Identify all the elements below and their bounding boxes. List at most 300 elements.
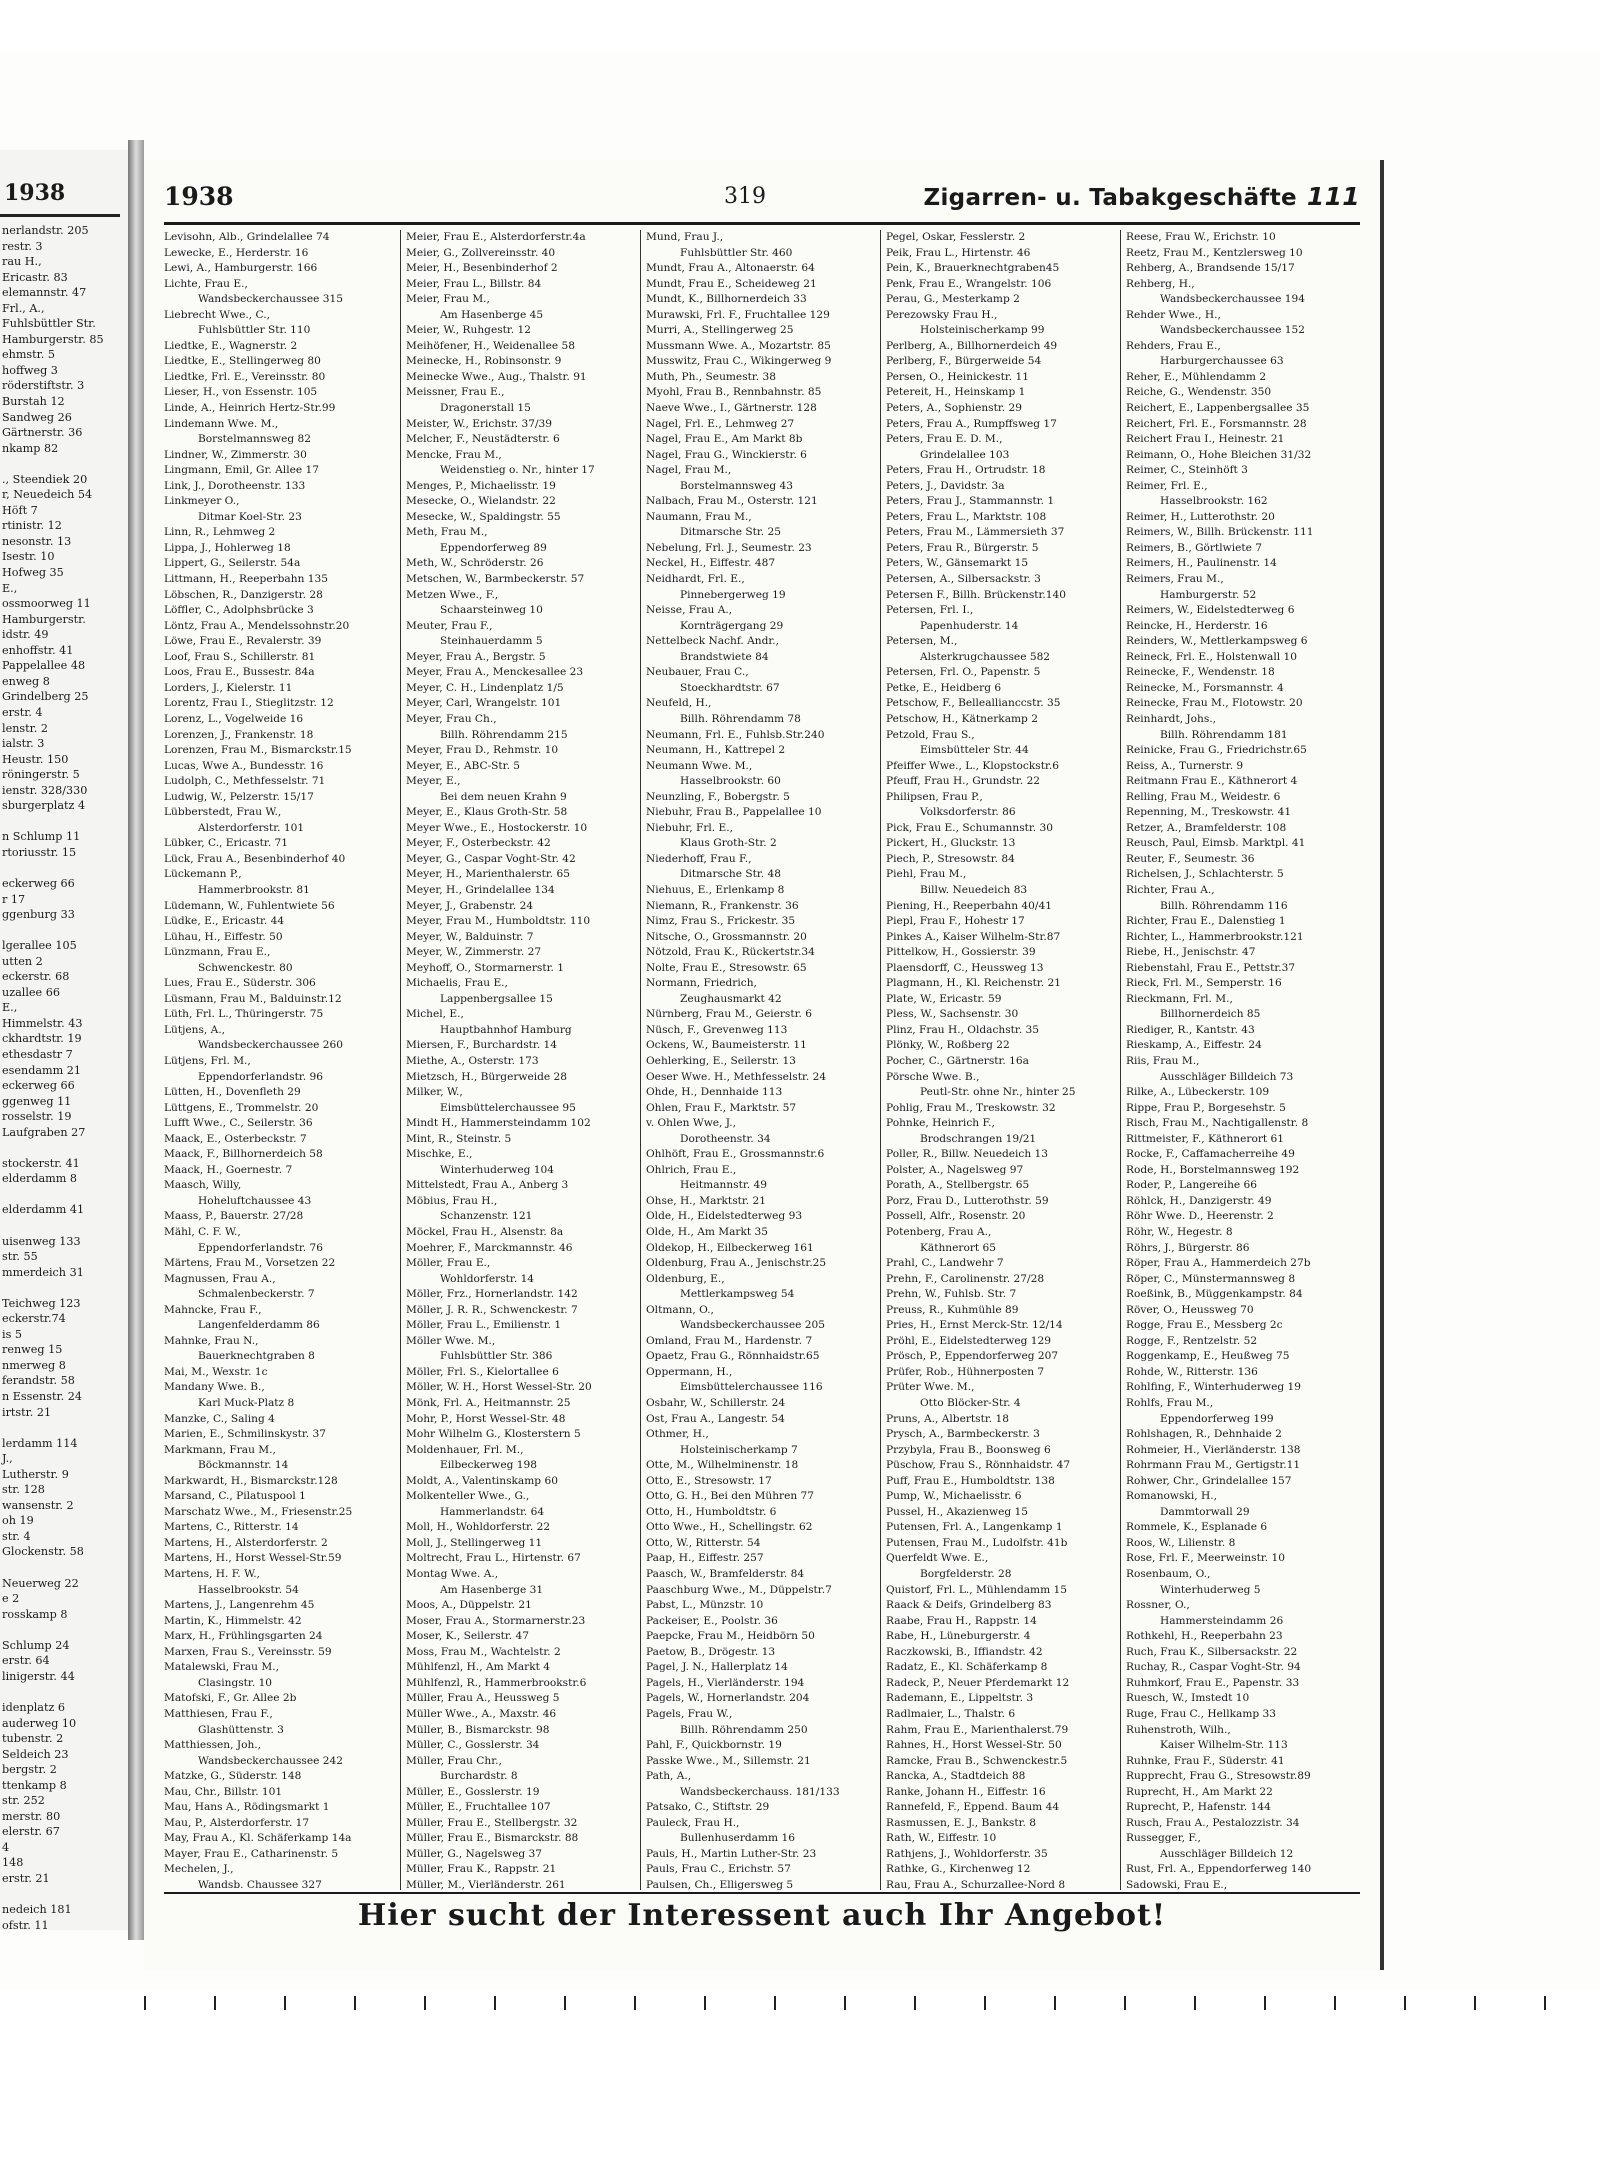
directory-entry: Püschow, Frau S., Rönnhaidstr. 47 <box>886 1459 1071 1472</box>
directory-entry: Rose, Frl. F., Meerweinstr. 10 <box>1126 1552 1285 1565</box>
adjacent-text-fragment <box>0 1887 128 1903</box>
directory-entry: Meyer, J., Grabenstr. 24 <box>406 899 534 912</box>
directory-entry: Müller, B., Bismarckstr. 98 <box>406 1723 550 1736</box>
directory-entry: Penk, Frau E., Wrangelstr. 106 <box>886 277 1052 290</box>
directory-entry: Martens, H. F. W., <box>164 1568 260 1581</box>
directory-entry: Muth, Ph., Seumestr. 38 <box>646 370 777 383</box>
directory-entry: Lühau, H., Eiffestr. 50 <box>164 930 283 943</box>
directory-entry: Mechelen, J., <box>164 1863 234 1876</box>
adjacent-text-fragment: Burstah 12 <box>2 395 65 409</box>
column-divider <box>640 230 641 1890</box>
directory-entry: Meyer, Frau Ch., <box>406 712 497 725</box>
directory-entry: Müller, C., Gosslerstr. 34 <box>406 1739 540 1752</box>
directory-entry-continuation: Weidenstieg o. Nr., hinter 17 <box>440 464 595 477</box>
directory-entry: Mundt, Frau A., Altonaerstr. 64 <box>646 262 815 275</box>
directory-entry: Matalewski, Frau M., <box>164 1661 279 1674</box>
directory-entry-continuation: Mettlerkampsweg 54 <box>680 1288 795 1301</box>
directory-entry: Ohlhöft, Frau E., Grossmannstr.6 <box>646 1148 825 1161</box>
directory-entry: Prehn, W., Fuhlsb. Str. 7 <box>886 1288 1017 1301</box>
directory-entry: Ruhnke, Frau F., Süderstr. 41 <box>1126 1754 1285 1767</box>
directory-column-2 <box>406 230 636 1890</box>
directory-entry: Plaensdorff, C., Heussweg 13 <box>886 961 1044 974</box>
directory-entry: Oldenburg, Frau A., Jenischstr.25 <box>646 1257 827 1270</box>
directory-entry-continuation: Hauptbahnhof Hamburg <box>440 1023 572 1036</box>
directory-entry: Petersen, Frl. I., <box>886 604 974 617</box>
directory-entry: Rehberg, A., Brandsende 15/17 <box>1126 262 1295 275</box>
directory-entry: Lünzmann, Frau E., <box>164 946 271 959</box>
directory-entry: Pittelkow, H., Gossierstr. 39 <box>886 946 1036 959</box>
adjacent-text-fragment: str. 55 <box>2 1250 38 1264</box>
adjacent-text-fragment: ienstr. 328/330 <box>2 783 88 797</box>
directory-entry: Martens, H., Alsterdorferstr. 2 <box>164 1536 328 1549</box>
directory-entry: Rau, Frau A., Schurzallee-Nord 8 <box>886 1878 1066 1890</box>
directory-entry: Petersen, A., Silbersackstr. 3 <box>886 573 1041 586</box>
directory-entry: Linn, R., Lehmweg 2 <box>164 526 276 539</box>
directory-entry: Reher, E., Mühlendamm 2 <box>1126 370 1267 383</box>
directory-entry: Müller, Frau E., Bismarckstr. 88 <box>406 1832 579 1845</box>
directory-entry: Ruhmkorf, Frau E., Papenstr. 33 <box>1126 1676 1300 1689</box>
directory-entry: Molkenteller Wwe., G., <box>406 1490 530 1503</box>
directory-entry: Meyer, C. H., Lindenplatz 1/5 <box>406 681 564 694</box>
directory-entry: Nürnberg, Frau M., Geierstr. 6 <box>646 1008 813 1021</box>
adjacent-text-fragment: Fuhlsbüttler Str. <box>2 317 96 331</box>
directory-entry: Reese, Frau W., Erichstr. 10 <box>1126 231 1276 243</box>
directory-entry: Ludolph, C., Methfesselstr. 71 <box>164 775 326 788</box>
directory-entry: Ranke, Johann H., Eiffestr. 16 <box>886 1785 1046 1798</box>
directory-entry: Meyhoff, O., Stormarnerstr. 1 <box>406 961 564 974</box>
directory-entry: Pickert, H., Gluckstr. 13 <box>886 837 1016 850</box>
directory-entry-continuation: Eppendorferlandstr. 96 <box>198 1070 323 1083</box>
footer-rule <box>164 1892 1360 1894</box>
directory-entry: Rohwer, Chr., Grindelallee 157 <box>1126 1474 1292 1487</box>
directory-entry: Müller, Frau A., Heussweg 5 <box>406 1692 560 1705</box>
scan-margin-top <box>0 0 1600 52</box>
directory-entry: Philipsen, Frau P., <box>886 790 983 803</box>
directory-column-1 <box>164 230 394 1890</box>
directory-entry: Moser, K., Seilerstr. 47 <box>406 1630 530 1643</box>
directory-entry-continuation: Clasingstr. 10 <box>198 1676 273 1689</box>
directory-entry: Lewi, A., Hamburgerstr. 166 <box>164 262 318 275</box>
directory-entry-continuation: Eppendorferweg 89 <box>440 541 547 554</box>
directory-entry-continuation: Billhornerdeich 85 <box>1160 1008 1261 1021</box>
adjacent-text-fragment: Ericastr. 83 <box>2 270 68 284</box>
directory-entry: Meyer, H., Marienthalerstr. 65 <box>406 868 570 881</box>
adjacent-text-fragment <box>0 1218 128 1234</box>
directory-entry: Meyer, E., <box>406 775 461 788</box>
directory-entry: Müller, M., Vierländerstr. 261 <box>406 1878 566 1890</box>
directory-entry: Ruprecht, H., Am Markt 22 <box>1126 1785 1273 1798</box>
directory-entry: Risch, Frau M., Nachtigallenstr. 8 <box>1126 1117 1309 1130</box>
directory-entry-continuation: Hammerbrookstr. 81 <box>198 883 310 896</box>
directory-entry: Olde, H., Am Markt 35 <box>646 1226 769 1238</box>
directory-entry: Pohlig, Frau M., Treskowstr. 32 <box>886 1101 1056 1114</box>
header-rule <box>164 222 1360 225</box>
directory-entry: Petke, E., Heidberg 6 <box>886 681 1002 694</box>
directory-entry: Mohr, P., Horst Wessel-Str. 48 <box>406 1412 566 1425</box>
directory-entry: Passke Wwe., M., Sillemstr. 21 <box>646 1754 811 1767</box>
adjacent-text-fragment: ehmstr. 5 <box>2 348 56 362</box>
directory-entry: Ludwig, W., Pelzerstr. 15/17 <box>164 790 314 803</box>
directory-entry: Rupprecht, Frau G., Stresowstr.89 <box>1126 1770 1311 1783</box>
directory-entry: Rode, H., Borstelmannsweg 192 <box>1126 1163 1300 1176</box>
directory-entry: Müller, E., Fruchtallee 107 <box>406 1801 551 1814</box>
adjacent-text-fragment <box>0 923 128 939</box>
directory-entry: Peters, Frau A., Rumpffsweg 17 <box>886 417 1057 430</box>
directory-entry-continuation: Wohldorferstr. 14 <box>440 1272 535 1285</box>
adjacent-text-fragment: nesonstr. 13 <box>2 534 72 548</box>
directory-entry: Ruhenstroth, Wilh., <box>1126 1723 1231 1736</box>
directory-entry-continuation: Am Hasenberge 31 <box>440 1583 544 1596</box>
directory-entry-continuation: Eilbeckerweg 198 <box>440 1459 537 1472</box>
directory-entry: Peters, A., Sophienstr. 29 <box>886 402 1022 415</box>
directory-entry: Riis, Frau M., <box>1126 1054 1200 1067</box>
directory-entry: Rittmeister, F., Käthnerort 61 <box>1126 1132 1284 1145</box>
directory-entry-continuation: Fuhlsbüttler Str. 386 <box>440 1350 553 1363</box>
header-page-number: 319 <box>724 184 766 209</box>
directory-entry: Oppermann, H., <box>646 1365 733 1378</box>
directory-entry: Roggenkamp, E., Heußweg 75 <box>1126 1350 1290 1363</box>
directory-entry-continuation: Hasselbrookstr. 60 <box>680 775 781 788</box>
directory-entry: Pocher, C., Gärtnerstr. 16a <box>886 1054 1029 1067</box>
directory-entry: Prahl, C., Landwehr 7 <box>886 1257 1004 1270</box>
adjacent-text-fragment: J., <box>2 1452 13 1466</box>
directory-entry-continuation: Lappenbergsallee 15 <box>440 992 553 1005</box>
directory-entry: Rasmussen, E. J., Bankstr. 8 <box>886 1816 1036 1829</box>
adjacent-text-fragment: hoffweg 3 <box>2 363 58 377</box>
directory-entry: Reichert, Frl. E., Forsmannstr. 28 <box>1126 417 1307 430</box>
directory-entry: Meier, G., Zollvereinsstr. 40 <box>406 246 556 259</box>
directory-entry: Lorenzen, Frau M., Bismarckstr.15 <box>164 744 352 757</box>
directory-entry: Meinecke, H., Robinsonstr. 9 <box>406 355 562 368</box>
directory-entry: Reimers, H., Paulinenstr. 14 <box>1126 557 1277 570</box>
directory-entry: v. Ohlen Wwe, J., <box>646 1117 736 1130</box>
directory-entry: Moltrecht, Frau L., Hirtenstr. 67 <box>406 1552 581 1565</box>
directory-entry: Möckel, Frau H., Alsenstr. 8a <box>406 1226 564 1238</box>
adjacent-text-fragment: bergstr. 2 <box>2 1763 57 1777</box>
directory-entry: Perlberg, F., Bürgerweide 54 <box>886 355 1042 368</box>
adjacent-page-text <box>0 223 128 1930</box>
directory-entry: Nettelbeck Nachf. Andr., <box>646 635 779 648</box>
directory-entry: Peters, Frau M., Lämmersieth 37 <box>886 526 1065 539</box>
directory-entry: Lütjens, Frl. M., <box>164 1054 251 1067</box>
directory-entry: Lüsmann, Frau M., Balduinstr.12 <box>164 992 342 1005</box>
directory-entry: Lorenz, L., Vogelweide 16 <box>164 712 304 725</box>
directory-entry: Reimers, W., Billh. Brückenstr. 111 <box>1126 526 1314 539</box>
directory-entry-continuation: Dammtorwall 29 <box>1160 1505 1250 1518</box>
directory-entry: Reinecke, M., Forsmannstr. 4 <box>1126 681 1284 694</box>
book-gutter <box>128 140 144 1940</box>
directory-entry: Peters, W., Gänsemarkt 15 <box>886 557 1029 570</box>
directory-entry: Mahnke, Frau N., <box>164 1334 259 1347</box>
directory-entry: Meyer, W., Balduinstr. 7 <box>406 930 534 943</box>
directory-entry: Neckel, H., Eiffestr. 487 <box>646 557 776 570</box>
directory-entry-continuation: Wandsb. Chaussee 327 <box>198 1878 322 1890</box>
adjacent-text-fragment: Hamburgerstr. <box>2 612 86 626</box>
adjacent-text-fragment: Isestr. 10 <box>2 550 55 564</box>
adjacent-text-fragment: lenstr. 2 <box>2 721 48 735</box>
directory-entry-continuation: Brodschrangen 19/21 <box>920 1132 1037 1145</box>
directory-entry: Nalbach, Frau M., Osterstr. 121 <box>646 495 818 508</box>
adjacent-text-fragment: Himmelstr. 43 <box>2 1016 83 1030</box>
adjacent-text-fragment: lerdamm 114 <box>2 1436 78 1450</box>
directory-entry: Mayer, Frau E., Catharinenstr. 5 <box>164 1847 339 1860</box>
adjacent-text-fragment: Frl., A., <box>2 301 45 315</box>
adjacent-text-fragment: ttenkamp 8 <box>2 1778 67 1792</box>
adjacent-text-fragment: Schlump 24 <box>2 1638 70 1652</box>
directory-entry: Ockens, W., Baumeisterstr. 11 <box>646 1039 807 1052</box>
directory-entry: Radatz, E., Kl. Schäferkamp 8 <box>886 1661 1048 1674</box>
directory-entry: Michel, E., <box>406 1008 464 1021</box>
directory-entry: Reiche, G., Wendenstr. 350 <box>1126 386 1272 399</box>
directory-entry: Rogge, F., Rentzelstr. 52 <box>1126 1334 1258 1347</box>
directory-entry: Löwe, Frau E., Revalerstr. 39 <box>164 635 322 648</box>
directory-entry: Röhr, W., Hegestr. 8 <box>1126 1226 1233 1238</box>
directory-entry: Moser, Frau A., Stormarnerstr.23 <box>406 1614 586 1627</box>
directory-entry: Meth, W., Schröderstr. 26 <box>406 557 544 570</box>
directory-entry: Meinecke Wwe., Aug., Thalstr. 91 <box>406 370 587 383</box>
directory-entry: Piech, P., Stresowstr. 84 <box>886 852 1015 865</box>
directory-entry: Niemann, R., Frankenstr. 36 <box>646 899 799 912</box>
directory-entry: Preuss, R., Kuhmühle 89 <box>886 1303 1019 1316</box>
directory-entry-continuation: Papenhuderstr. 14 <box>920 619 1019 632</box>
directory-entry: Lorentz, Frau I., Stieglitzstr. 12 <box>164 697 334 710</box>
directory-entry: Moll, J., Stellingerweg 11 <box>406 1536 543 1549</box>
directory-entry: Meier, H., Besenbinderhof 2 <box>406 262 558 275</box>
directory-entry-continuation: Hoheluftchaussee 43 <box>198 1194 312 1207</box>
directory-entry-continuation: Schaarsteinweg 10 <box>440 604 543 617</box>
directory-entry-continuation: Käthnerort 65 <box>920 1241 997 1254</box>
adjacent-page-fragment <box>0 150 131 1930</box>
directory-entry-continuation: Billh. Röhrendamm 181 <box>1160 728 1288 741</box>
directory-entry: Ramcke, Frau B., Schwenckestr.5 <box>886 1754 1068 1767</box>
directory-entry: Pegel, Oskar, Fesslerstr. 2 <box>886 231 1026 243</box>
directory-entry-continuation: Hammerlandstr. 64 <box>440 1505 545 1518</box>
directory-entry-continuation: Ditmarsche Str. 48 <box>680 868 782 881</box>
directory-entry: Pohnke, Heinrich F., <box>886 1117 995 1130</box>
directory-entry-continuation: Billh. Röhrendamm 250 <box>680 1723 808 1736</box>
directory-entry: Matofski, F., Gr. Allee 2b <box>164 1692 297 1705</box>
directory-entry: Olde, H., Eidelstedterweg 93 <box>646 1210 803 1223</box>
directory-entry: Meyer, Frau A., Bergstr. 5 <box>406 650 546 663</box>
directory-entry-continuation: Karl Muck-Platz 8 <box>198 1397 295 1410</box>
directory-entry: Perlberg, A., Billhornerdeich 49 <box>886 339 1058 352</box>
directory-entry: Martens, C., Ritterstr. 14 <box>164 1521 299 1534</box>
directory-entry: Richter, Frau E., Dalenstieg 1 <box>1126 915 1286 928</box>
directory-entry: Marxen, Frau S., Vereinsstr. 59 <box>164 1645 332 1658</box>
directory-entry: Nagel, Frl. E., Lehmweg 27 <box>646 417 795 430</box>
directory-entry: Prüter Wwe. M., <box>886 1381 975 1394</box>
adjacent-text-fragment: erstr. 64 <box>2 1654 50 1668</box>
directory-entry: Maass, P., Bauerstr. 27/28 <box>164 1210 304 1223</box>
adjacent-text-fragment: eckerweg 66 <box>2 876 75 890</box>
directory-entry: Martens, H., Horst Wessel-Str.59 <box>164 1552 342 1565</box>
adjacent-text-fragment: E., <box>2 581 18 595</box>
directory-entry: Murri, A., Stellingerweg 25 <box>646 324 794 337</box>
directory-entry-continuation: Klaus Groth-Str. 2 <box>680 837 777 850</box>
adjacent-text-fragment: Lutherstr. 9 <box>2 1467 69 1481</box>
adjacent-text-fragment: e 2 <box>2 1592 20 1606</box>
directory-entry: Martens, J., Langenrehm 45 <box>164 1599 315 1612</box>
directory-entry: Lübker, C., Ericastr. 71 <box>164 837 289 850</box>
directory-entry: Meister, W., Erichstr. 37/39 <box>406 417 553 430</box>
adjacent-text-fragment: r 17 <box>2 892 26 906</box>
directory-entry: Meyer Wwe., E., Hostockerstr. 10 <box>406 821 588 834</box>
adjacent-text-fragment: wansenstr. 2 <box>2 1498 74 1512</box>
directory-entry-continuation: Hasselbrookstr. 162 <box>1160 495 1268 508</box>
directory-entry: Rohlfing, F., Winterhuderweg 19 <box>1126 1381 1302 1394</box>
directory-entry: Otto, H., Humboldtstr. 6 <box>646 1505 777 1518</box>
directory-entry: Rippe, Frau P., Borgesehstr. 5 <box>1126 1101 1286 1114</box>
directory-entry: Pagels, W., Hornerlandstr. 204 <box>646 1692 810 1705</box>
adjacent-text-fragment <box>0 860 128 876</box>
directory-entry: Reimers, B., Görtlwiete 7 <box>1126 541 1262 554</box>
adjacent-text-fragment: restr. 3 <box>2 239 43 253</box>
directory-entry: Linkmeyer O., <box>164 495 240 508</box>
directory-entry: Porz, Frau D., Lutterothstr. 59 <box>886 1194 1049 1207</box>
directory-entry: Montag Wwe. A., <box>406 1568 499 1581</box>
directory-entry: Pries, H., Ernst Merck-Str. 12/14 <box>886 1319 1063 1332</box>
directory-entry: Repenning, M., Treskowstr. 41 <box>1126 806 1292 819</box>
directory-entry: Puff, Frau E., Humboldtstr. 138 <box>886 1474 1055 1487</box>
adjacent-text-fragment: ethesdastr 7 <box>2 1047 73 1061</box>
directory-entry: Mandany Wwe. B., <box>164 1381 265 1394</box>
directory-entry: Othmer, H., <box>646 1428 709 1441</box>
directory-entry: Pabst, L., Münzstr. 10 <box>646 1599 764 1612</box>
directory-entry-continuation: Grindelallee 103 <box>920 448 1010 461</box>
directory-entry: Lorenzen, J., Frankenstr. 18 <box>164 728 314 741</box>
adjacent-text-fragment: utten 2 <box>2 954 43 968</box>
directory-entry: Niebuhr, Frau B., Pappelallee 10 <box>646 806 822 819</box>
directory-entry: Riebe, H., Jenischstr. 47 <box>1126 946 1256 959</box>
directory-entry: Peters, Frau R., Bürgerstr. 5 <box>886 541 1039 554</box>
directory-entry-continuation: Billh. Röhrendamm 215 <box>440 728 568 741</box>
directory-entry: Maack, E., Osterbeckstr. 7 <box>164 1132 307 1145</box>
directory-entry: Paepcke, Frau M., Heidbörn 50 <box>646 1630 815 1643</box>
directory-entry-continuation: Heitmannstr. 49 <box>680 1179 767 1192</box>
directory-entry: Prehn, F., Carolinenstr. 27/28 <box>886 1272 1045 1285</box>
directory-entry: Oldenburg, E., <box>646 1272 725 1285</box>
directory-entry: Patsako, C., Stiftstr. 29 <box>646 1801 770 1814</box>
directory-column-3 <box>646 230 876 1890</box>
directory-entry: Richelsen, J., Schlachterstr. 5 <box>1126 868 1284 881</box>
directory-entry: Matthiesen, Frau F., <box>164 1707 273 1720</box>
adjacent-text-fragment: elerstr. 67 <box>2 1825 60 1839</box>
directory-entry: Prösch, P., Eppendorferweg 207 <box>886 1350 1059 1363</box>
adjacent-text-fragment: renweg 15 <box>2 1343 63 1357</box>
directory-entry: Peters, Frau J., Stammannstr. 1 <box>886 495 1055 508</box>
adjacent-text-fragment: idenplatz 6 <box>2 1700 66 1714</box>
directory-entry-continuation: Bei dem neuen Krahn 9 <box>440 790 567 803</box>
directory-entry: Nagel, Frau M., <box>646 464 732 477</box>
directory-entry: Reineck, Frl. E., Holstenwall 10 <box>1126 650 1297 663</box>
directory-entry: Lorders, J., Kielerstr. 11 <box>164 681 293 694</box>
adjacent-text-fragment: rosselstr. 19 <box>2 1110 72 1124</box>
directory-entry: Metzen Wwe., F., <box>406 588 499 601</box>
directory-entry: Mau, Hans A., Rödingsmarkt 1 <box>164 1801 330 1814</box>
directory-entry: Neufeld, H., <box>646 697 712 710</box>
directory-entry-continuation: Schanzenstr. 121 <box>440 1210 533 1223</box>
directory-entry: Nüsch, F., Grevenweg 113 <box>646 1023 788 1036</box>
directory-entry-continuation: Kaiser Wilhelm-Str. 113 <box>1160 1739 1288 1752</box>
directory-entry: Miethe, A., Osterstr. 173 <box>406 1054 539 1067</box>
column-divider <box>880 230 881 1890</box>
adjacent-text-fragment: Grindelberg 25 <box>2 690 89 704</box>
directory-entry: Raabe, Frau H., Rappstr. 14 <box>886 1614 1037 1627</box>
directory-entry-continuation: Billw. Neuedeich 83 <box>920 883 1028 896</box>
directory-entry: May, Frau A., Kl. Schäferkamp 14a <box>164 1832 352 1845</box>
directory-entry: Rath, W., Eiffestr. 10 <box>886 1832 997 1845</box>
directory-entry: Müller Wwe., A., Maxstr. 46 <box>406 1707 557 1720</box>
directory-entry: Lucas, Wwe A., Bundesstr. 16 <box>164 759 324 772</box>
directory-entry: Oehlerking, E., Seilerstr. 13 <box>646 1054 796 1067</box>
directory-entry: Perau, G., Mesterkamp 2 <box>886 293 1020 306</box>
directory-entry: Meier, Frau L., Billstr. 84 <box>406 277 542 290</box>
directory-entry: Röper, Frau A., Hammerdeich 27b <box>1126 1257 1311 1270</box>
directory-entry: Neubauer, Frau C., <box>646 666 749 679</box>
directory-entry: Rathjens, J., Wohldorferstr. 35 <box>886 1847 1048 1860</box>
adjacent-text-fragment: auderweg 10 <box>2 1716 77 1730</box>
directory-entry-continuation: Böckmannstr. 14 <box>198 1459 289 1472</box>
directory-entry-continuation: Schmalenbeckerstr. 7 <box>198 1288 315 1301</box>
column-divider <box>1120 230 1121 1890</box>
directory-entry: Paap, H., Eiffestr. 257 <box>646 1552 764 1565</box>
directory-entry-continuation: Eimsbüttelerchaussee 95 <box>440 1101 576 1114</box>
directory-entry: Meth, Frau M., <box>406 526 488 539</box>
directory-entry-continuation: Peutl-Str. ohne Nr., hinter 25 <box>920 1086 1076 1099</box>
directory-entry: Lückemann P., <box>164 868 242 881</box>
adjacent-text-fragment: E., <box>2 1001 18 1015</box>
adjacent-text-fragment: Glockenstr. 58 <box>2 1545 84 1559</box>
directory-entry: Poller, R., Billw. Neuedeich 13 <box>886 1148 1049 1161</box>
directory-entry: Prüfer, Rob., Hühnerposten 7 <box>886 1365 1045 1378</box>
directory-entry: Rieckmann, Frl. M., <box>1126 992 1233 1005</box>
directory-entry: Rothkehl, H., Reeperbahn 23 <box>1126 1630 1283 1643</box>
adjacent-text-fragment: ckhardtstr. 19 <box>2 1032 82 1046</box>
directory-entry: Pörsche Wwe. B., <box>886 1070 980 1083</box>
directory-entry-continuation: Am Hasenberge 45 <box>440 308 544 321</box>
directory-column-5 <box>1126 230 1356 1890</box>
directory-entry: Lüdemann, W., Fuhlentwiete 56 <box>164 899 335 912</box>
directory-entry: Myohl, Frau B., Rennbahnstr. 85 <box>646 386 822 399</box>
directory-entry: Querfeldt Wwe. E., <box>886 1552 989 1565</box>
directory-entry: Retzer, A., Bramfelderstr. 108 <box>1126 821 1287 834</box>
adjacent-text-fragment: n Essenstr. 24 <box>2 1390 82 1404</box>
directory-entry: Michaelis, Frau E., <box>406 977 508 990</box>
directory-entry: Mesecke, W., Spaldingstr. 55 <box>406 510 561 523</box>
adjacent-text-fragment: nkamp 82 <box>2 441 59 455</box>
directory-entry-continuation: Schwenckestr. 80 <box>198 961 293 974</box>
adjacent-text-fragment: röderstiftstr. 3 <box>2 379 85 393</box>
directory-entry: Marschatz Wwe., M., Friesenstr.25 <box>164 1505 353 1518</box>
directory-entry: Löffler, C., Adolphsbrücke 3 <box>164 604 314 617</box>
directory-entry: Reinders, W., Mettlerkampsweg 6 <box>1126 635 1308 648</box>
adjacent-text-fragment: rtinistr. 12 <box>2 519 62 533</box>
adjacent-text-fragment: uzallee 66 <box>2 985 60 999</box>
directory-entry: Nimz, Frau S., Frickestr. 35 <box>646 915 796 928</box>
directory-entry: Pagels, H., Vierländerstr. 194 <box>646 1676 805 1689</box>
directory-entry: Raczkowski, B., Iffiandstr. 42 <box>886 1645 1043 1658</box>
directory-entry: Marsand, C., Pilatuspool 1 <box>164 1490 306 1503</box>
directory-entry: Meyer, H., Grindelallee 134 <box>406 883 555 896</box>
directory-entry: Meissner, Frau E., <box>406 386 505 399</box>
directory-entry: Polster, A., Nagelsweg 97 <box>886 1163 1024 1176</box>
directory-entry: Pagel, J. N., Hallerplatz 14 <box>646 1661 788 1674</box>
adjacent-text-fragment: r, Neuedeich 54 <box>2 488 93 502</box>
directory-entry: Pein, K., Brauerknechtgraben45 <box>886 262 1060 275</box>
directory-entry: Ohlen, Frau F., Marktstr. 57 <box>646 1101 797 1114</box>
directory-entry: Possell, Alfr., Rosenstr. 20 <box>886 1210 1026 1223</box>
directory-entry: Meyer, Frau D., Rehmstr. 10 <box>406 744 559 757</box>
